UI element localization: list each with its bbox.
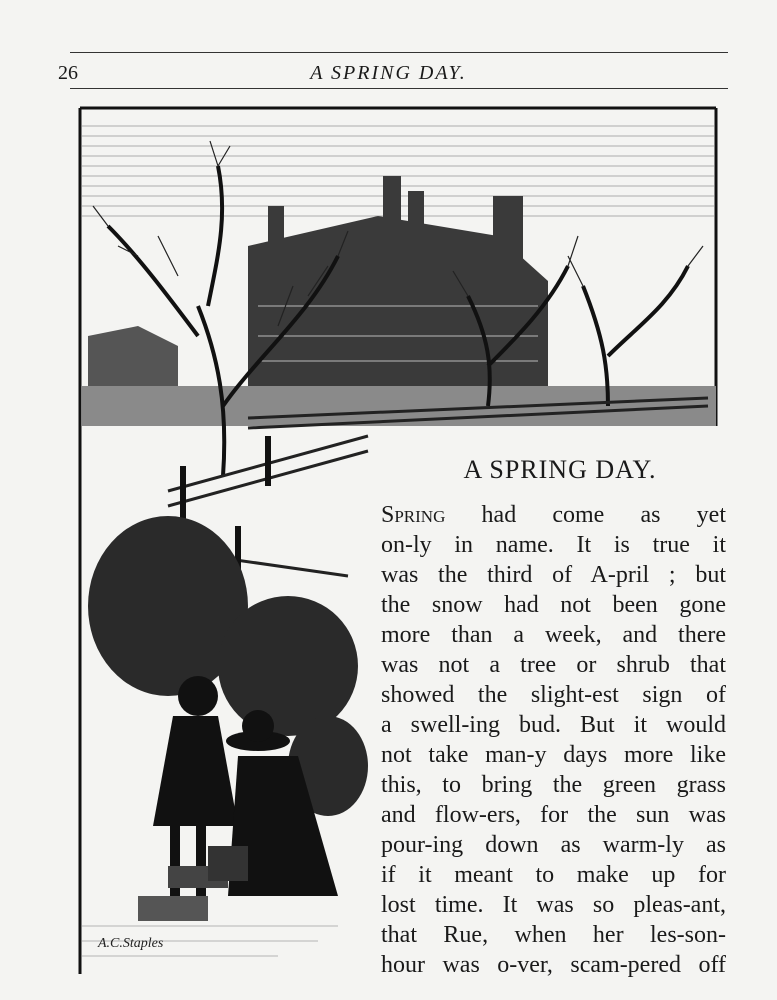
- text-line: Spring had come as yet: [381, 502, 726, 528]
- text-line: this, to bring the green grass: [381, 772, 726, 798]
- header-rule-bottom: [70, 88, 728, 89]
- text-line: showed the slight-est sign of: [381, 682, 726, 708]
- text-line: and flow-ers, for the sun was: [381, 802, 726, 828]
- running-title: A SPRING DAY.: [310, 62, 467, 84]
- text-line: was not a tree or shrub that: [381, 652, 726, 678]
- text-line: if it meant to make up for: [381, 862, 726, 888]
- text-line: more than a week, and there: [381, 622, 726, 648]
- page-number: 26: [58, 62, 78, 84]
- text-line: a swell-ing bud. But it would: [381, 712, 726, 738]
- artist-signature: A.C.Staples: [98, 936, 164, 951]
- text-line: was the third of A-pril ; but: [381, 562, 726, 588]
- text-line: lost time. It was so pleas-ant,: [381, 892, 726, 918]
- story-body: [381, 500, 726, 980]
- header-rule-top: [70, 52, 728, 53]
- text-line: that Rue, when her les-son-: [381, 922, 726, 948]
- text-line: not take man-y days more like: [381, 742, 726, 768]
- drop-word: Spring: [381, 502, 446, 528]
- story-title: A SPRING DAY.: [463, 455, 657, 484]
- text-line: pour-ing down as warm-ly as: [381, 832, 726, 858]
- text-line: hour was o-ver, scam-pered off: [381, 952, 726, 978]
- text-line: the snow had not been gone: [381, 592, 726, 618]
- text-line: on-ly in name. It is true it: [381, 532, 726, 558]
